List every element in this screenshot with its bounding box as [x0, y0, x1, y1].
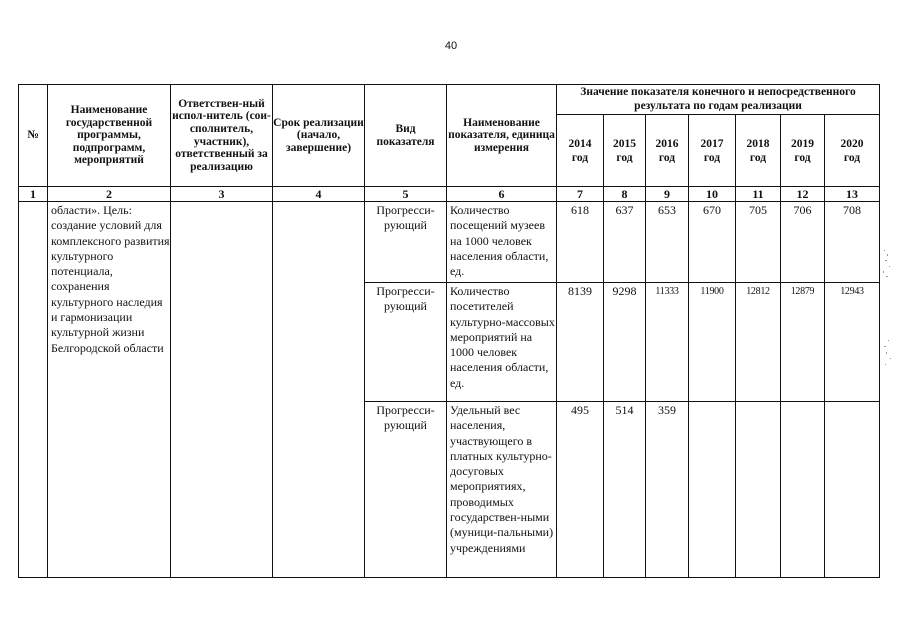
value-2018: 705: [736, 202, 781, 283]
value-2019: 706: [781, 202, 825, 283]
column-number: 13: [825, 187, 880, 202]
column-number: 10: [689, 187, 736, 202]
header-indicator-name: Наименование показателя, единица измерения: [447, 85, 557, 187]
value-2018: 12812: [736, 283, 781, 402]
indicator-name: Количество посетителей культурно-массовых мероприятий на 1000 человек населения области, ед.: [447, 283, 557, 402]
value-2017: 670: [689, 202, 736, 283]
indicator-name: Удельный вес населения, участвующего в платных культурно-досуговых мероприятиях, проводимых государствен-ными (муници-пальными) учреждениями: [447, 402, 557, 578]
header-year-2014: 2014 год: [557, 115, 604, 187]
column-number: 11: [736, 187, 781, 202]
header-executor: Ответствен-ный испол-нитель (сои-сполнитель, участник), ответственный за реализацию: [171, 85, 273, 187]
value-2017: 11900: [689, 283, 736, 402]
value-2016: 11333: [646, 283, 689, 402]
value-2015: 514: [604, 402, 646, 578]
value-2014: 8139: [557, 283, 604, 402]
header-year-2018: 2018 год: [736, 115, 781, 187]
column-number: 5: [365, 187, 447, 202]
header-year-2015: 2015 год: [604, 115, 646, 187]
value-2020: 12943: [825, 283, 880, 402]
value-2020: 708: [825, 202, 880, 283]
indicator-name: Количество посещений музеев на 1000 человек населения области, ед.: [447, 202, 557, 283]
indicators-table: [18, 84, 880, 578]
header-indicator-kind: Вид показателя: [365, 85, 447, 187]
row-number-cell: [19, 202, 48, 578]
column-number: 6: [447, 187, 557, 202]
column-number: 1: [19, 187, 48, 202]
executor-cell: [171, 202, 273, 578]
header-year-2019: 2019 год: [781, 115, 825, 187]
table-row: [19, 202, 880, 283]
header-number: №: [19, 85, 48, 187]
value-2015: 637: [604, 202, 646, 283]
indicator-kind: Прогресси-рующий: [365, 402, 447, 578]
column-number: 2: [48, 187, 171, 202]
value-2016: 359: [646, 402, 689, 578]
value-2019: [781, 402, 825, 578]
value-2019: 12879: [781, 283, 825, 402]
term-cell: [273, 202, 365, 578]
indicator-kind: Прогресси-рующий: [365, 283, 447, 402]
column-numbers-row: [19, 187, 880, 202]
header-values-group: Значение показателя конечного и непосредственного результата по годам реализации: [557, 85, 880, 115]
value-2014: 495: [557, 402, 604, 578]
column-number: 7: [557, 187, 604, 202]
value-2014: 618: [557, 202, 604, 283]
value-2016: 653: [646, 202, 689, 283]
value-2018: [736, 402, 781, 578]
program-description: области». Цель: создание условий для комплексного развития культурного потенциала, сохранения культурного наследия и гармонизации культурной жизни Белгородской области: [48, 202, 171, 578]
column-number: 4: [273, 187, 365, 202]
value-2017: [689, 402, 736, 578]
value-2015: 9298: [604, 283, 646, 402]
scan-noise-artifact: [880, 240, 900, 390]
page-number: 40: [444, 40, 458, 52]
header-term: Срок реализации (начало, завершение): [273, 85, 365, 187]
header-year-2020: 2020 год: [825, 115, 880, 187]
indicator-kind: Прогресси-рующий: [365, 202, 447, 283]
column-number: 3: [171, 187, 273, 202]
header-year-2017: 2017 год: [689, 115, 736, 187]
column-number: 12: [781, 187, 825, 202]
value-2020: [825, 402, 880, 578]
column-number: 9: [646, 187, 689, 202]
header-program-name: Наименование государственной программы, подпрограмм, мероприятий: [48, 85, 171, 187]
header-year-2016: 2016 год: [646, 115, 689, 187]
column-number: 8: [604, 187, 646, 202]
